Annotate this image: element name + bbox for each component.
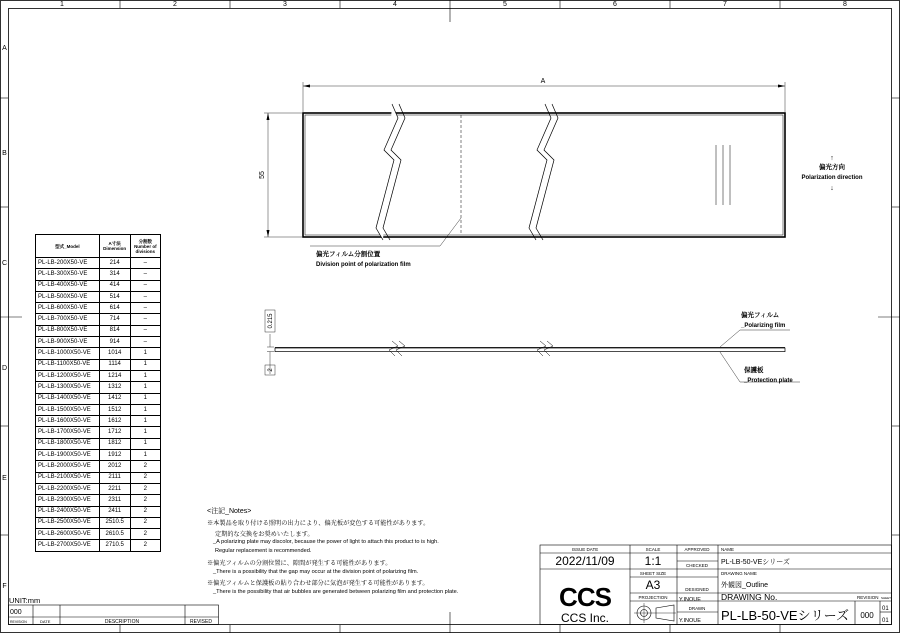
dimension-cell: 2610.5 — [99, 529, 130, 540]
table-row — [36, 258, 161, 269]
polarization-label-en: Polarization direction — [801, 175, 863, 181]
model-cell: PL-LB-1300X50-VE — [36, 382, 100, 393]
dim-55-arrow-top — [267, 113, 270, 120]
tb-drawn-label: DRAWN — [688, 606, 706, 611]
divisions-cell: – — [130, 291, 160, 302]
table-row — [36, 450, 161, 461]
model-cell: PL-LB-1100X50-VE — [36, 359, 100, 370]
tb-revision-label: REVISION — [857, 595, 879, 600]
table-row — [36, 291, 161, 302]
tb-sheet-size: A3 — [645, 578, 661, 592]
divisions-cell: 1 — [130, 416, 160, 427]
table-row — [36, 517, 161, 528]
notes-line-5: ※偏光フィルムの分割位置に、隙間が発生する可能性があります。 — [207, 560, 392, 567]
table-row — [36, 303, 161, 314]
divisions-cell: 2 — [130, 472, 160, 483]
side-break-left — [389, 341, 398, 356]
table-row — [36, 483, 161, 494]
unit-label: UNIT:mm — [9, 596, 41, 605]
table-row — [36, 427, 161, 438]
table-row — [36, 393, 161, 404]
tb-checked-by: Y.INOUE — [679, 597, 701, 603]
model-cell: PL-LB-1500X50-VE — [36, 404, 100, 415]
dimension-cell: 2411 — [99, 506, 130, 517]
model-cell: PL-LB-400X50-VE — [36, 280, 100, 291]
model-cell: PL-LB-2700X50-VE — [36, 540, 100, 551]
tb-scale: 1:1 — [644, 554, 662, 568]
tb-name: PL-LB-50-VEシリーズ — [721, 559, 790, 566]
tb-drawing-name-label: DRAWING NAME — [721, 571, 757, 576]
break-line-right — [529, 104, 551, 240]
break-line-left — [376, 104, 398, 240]
rev-no: 000 — [10, 609, 22, 616]
tb-name-label: NAME — [721, 547, 735, 552]
divisions-cell: 1 — [130, 427, 160, 438]
table-row — [36, 370, 161, 381]
row-label-c: C — [1, 260, 8, 267]
table-row — [36, 382, 161, 393]
dimension-cell: 2012 — [99, 461, 130, 472]
row-label-f: F — [2, 583, 7, 590]
tb-issue-date: 2022/11/09 — [555, 554, 615, 568]
dimension-cell: 1812 — [99, 438, 130, 449]
tb-sheet-size-label: SHEET SIZE — [639, 571, 667, 576]
divisions-cell: – — [130, 325, 160, 336]
side-break-left-2 — [396, 341, 405, 356]
divisions-cell: 2 — [130, 540, 160, 551]
th-model: 型式_Model — [36, 235, 100, 258]
table-row — [36, 438, 161, 449]
divisions-cell: 2 — [130, 506, 160, 517]
polarization-label-jp: 偏光方向 — [819, 164, 845, 171]
divisions-cell: – — [130, 303, 160, 314]
th-divisions: 分割数 Number of divisions — [130, 235, 160, 258]
pol-arrow-up: ↑ — [830, 155, 834, 162]
side-break-right — [537, 341, 546, 356]
table-row — [36, 269, 161, 280]
notes-line-6: _There is a possibility that the gap may occur at the division point of polarizing film. — [213, 569, 419, 575]
division-label-jp: 偏光フィルム分割位置 — [316, 251, 381, 258]
model-cell: PL-LB-700X50-VE — [36, 314, 100, 325]
model-cell: PL-LB-1200X50-VE — [36, 370, 100, 381]
tb-checked-label: CHECKED — [685, 563, 709, 568]
table-row — [36, 472, 161, 483]
dimension-cell: 214 — [99, 258, 130, 269]
divisions-cell: 1 — [130, 382, 160, 393]
tb-revision: 000 — [860, 611, 874, 620]
dimension-cell: 1612 — [99, 416, 130, 427]
divisions-cell: – — [130, 337, 160, 348]
model-cell: PL-LB-2200X50-VE — [36, 483, 100, 494]
ccs-logo — [559, 582, 612, 612]
model-cell: PL-LB-1700X50-VE — [36, 427, 100, 438]
dimension-cell: 1214 — [99, 370, 130, 381]
table-row — [36, 416, 161, 427]
model-cell: PL-LB-2000X50-VE — [36, 461, 100, 472]
col-label-3: 3 — [283, 1, 287, 8]
table-row — [36, 404, 161, 415]
dimension-cell: 1712 — [99, 427, 130, 438]
divisions-cell: 2 — [130, 461, 160, 472]
dimension-cell: 2510.5 — [99, 517, 130, 528]
divisions-cell: – — [130, 269, 160, 280]
tb-sheet-a: 01 — [882, 606, 889, 612]
row-label-b: B — [2, 150, 7, 157]
notes-line-1: ※本製品を取り付ける照明の出力により、偏光板が変色する可能性があります。 — [207, 520, 430, 527]
model-cell: PL-LB-1000X50-VE — [36, 348, 100, 359]
dimension-cell: 1312 — [99, 382, 130, 393]
rev-h-description: DESCRIPTION — [104, 619, 140, 625]
pol-arrow-down: ↓ — [830, 185, 834, 192]
divisions-cell: 1 — [130, 370, 160, 381]
model-cell: PL-LB-2400X50-VE — [36, 506, 100, 517]
notes-line-8: _There is the possibility that air bubbles are generated between polarizing film and protection plate. — [213, 589, 459, 595]
model-table — [35, 234, 161, 552]
divisions-cell: – — [130, 280, 160, 291]
col-label-7: 7 — [723, 1, 727, 8]
dim-a-arrow-right — [778, 85, 785, 88]
model-cell: PL-LB-1900X50-VE — [36, 450, 100, 461]
model-cell: PL-LB-800X50-VE — [36, 325, 100, 336]
tb-drawing-name: 外観図_Outline — [721, 582, 769, 589]
model-cell: PL-LB-200X50-VE — [36, 258, 100, 269]
dim-55-arrow-bot — [267, 230, 270, 237]
model-cell: PL-LB-600X50-VE — [36, 303, 100, 314]
dim-a-label: A — [540, 78, 546, 85]
table-row — [36, 461, 161, 472]
top-view — [264, 82, 785, 246]
plate-outline — [303, 113, 785, 237]
film-label-jp: 偏光フィルム — [741, 312, 780, 319]
table-row — [36, 540, 161, 551]
dim-0215-label: 0.215 — [268, 313, 274, 329]
divisions-cell: 1 — [130, 348, 160, 359]
dimension-cell: 2111 — [99, 472, 130, 483]
col-label-8: 8 — [843, 1, 847, 8]
notes-line-3: _A polarizing plate may discolor, because the power of light to attach this product to is high. — [213, 539, 439, 545]
break-line-right-2 — [536, 104, 558, 240]
divisions-cell: 1 — [130, 359, 160, 370]
dimension-cell: 414 — [99, 280, 130, 291]
division-label-en: Division point of polarization film — [316, 262, 411, 268]
tb-drawing-no: PL-LB-50-VEシリーズ — [721, 608, 849, 623]
dim-2-label: 2 — [268, 368, 274, 372]
dimension-cell: 1912 — [99, 450, 130, 461]
plate-inner-outline — [305, 115, 783, 235]
rev-h-date: DATE — [40, 619, 51, 624]
model-cell: PL-LB-300X50-VE — [36, 269, 100, 280]
model-cell: PL-LB-2100X50-VE — [36, 472, 100, 483]
table-row — [36, 506, 161, 517]
tb-drawing-no-label: DRAWING No. — [721, 592, 778, 602]
plate-label-jp: 保護板 — [744, 367, 764, 374]
side-break-right-2 — [544, 341, 553, 356]
col-label-1: 1 — [60, 1, 64, 8]
model-cell: PL-LB-1800X50-VE — [36, 438, 100, 449]
divisions-cell: 1 — [130, 393, 160, 404]
col-label-4: 4 — [393, 1, 397, 8]
dimension-cell: 914 — [99, 337, 130, 348]
table-row — [36, 280, 161, 291]
plate-label-en: _Protection plate — [744, 378, 793, 384]
model-cell: PL-LB-500X50-VE — [36, 291, 100, 302]
tb-scale-label: SCALE — [645, 547, 661, 552]
row-label-a: A — [2, 45, 7, 52]
divisions-cell: 2 — [130, 517, 160, 528]
model-cell: PL-LB-1400X50-VE — [36, 393, 100, 404]
dimension-cell: 514 — [99, 291, 130, 302]
th-dimension: A寸法 Dimension — [99, 235, 130, 258]
row-label-e: E — [2, 475, 7, 482]
col-label-2: 2 — [173, 1, 177, 8]
notes-line-7: ※偏光フィルムと保護板の貼り合わせ部分に気泡が発生する可能性があります。 — [207, 580, 429, 587]
dim-55-label: 55 — [259, 171, 266, 179]
dim-a-arrow-left — [303, 85, 310, 88]
divisions-cell: 2 — [130, 495, 160, 506]
ccs-logo-mark: CCS — [559, 582, 611, 612]
dimension-cell: 1412 — [99, 393, 130, 404]
dimension-cell: 1014 — [99, 348, 130, 359]
table-row — [36, 359, 161, 370]
dimension-cell: 2211 — [99, 483, 130, 494]
col-label-6: 6 — [613, 1, 617, 8]
film-leader — [720, 330, 790, 347]
table-row — [36, 529, 161, 540]
tb-company: CCS Inc. — [560, 611, 610, 625]
notes-title: <注記_Notes> — [207, 508, 252, 515]
notes-line-4: Regular replacement is recommended. — [215, 548, 312, 554]
row-label-d: D — [1, 365, 8, 372]
model-cell: PL-LB-1600X50-VE — [36, 416, 100, 427]
notes-line-2: 定期的な交換をお奨めいたします。 — [215, 531, 314, 538]
col-label-5: 5 — [503, 1, 507, 8]
film-label-en: _Polarizing film — [741, 323, 786, 329]
dimension-cell: 714 — [99, 314, 130, 325]
model-cell: PL-LB-2600X50-VE — [36, 529, 100, 540]
table-row — [36, 337, 161, 348]
divisions-cell: 2 — [130, 529, 160, 540]
rev-h-revised: REVISED — [190, 619, 212, 625]
dimension-cell: 2311 — [99, 495, 130, 506]
divisions-cell: 2 — [130, 483, 160, 494]
table-row — [36, 495, 161, 506]
divisions-cell: – — [130, 314, 160, 325]
dimension-cell: 314 — [99, 269, 130, 280]
dimension-cell: 614 — [99, 303, 130, 314]
model-cell: PL-LB-900X50-VE — [36, 337, 100, 348]
tb-issue-date-label: ISSUE DATE — [571, 547, 599, 552]
divisions-cell: 1 — [130, 438, 160, 449]
tb-sheet-label: SHEET — [881, 596, 892, 600]
divisions-cell: 1 — [130, 450, 160, 461]
divisions-cell: 1 — [130, 404, 160, 415]
table-row — [36, 348, 161, 359]
tb-projection-label: PROJECTION — [638, 595, 668, 600]
divisions-cell: – — [130, 258, 160, 269]
side-view — [265, 310, 800, 382]
rev-h-revision: REVISION — [10, 620, 27, 624]
tb-approved-label: APPROVED — [684, 547, 710, 552]
table-row — [36, 325, 161, 336]
table-row — [36, 314, 161, 325]
dimension-cell: 814 — [99, 325, 130, 336]
protection-plate-side — [275, 348, 785, 352]
tb-drawn-by: Y.INOUE — [679, 618, 701, 624]
tb-designed-label: DESIGNED — [685, 587, 709, 592]
dimension-cell: 1512 — [99, 404, 130, 415]
model-cell: PL-LB-2300X50-VE — [36, 495, 100, 506]
tb-sheet-b: 01 — [882, 618, 889, 624]
model-cell: PL-LB-2500X50-VE — [36, 517, 100, 528]
dimension-cell: 2710.5 — [99, 540, 130, 551]
dimension-cell: 1114 — [99, 359, 130, 370]
